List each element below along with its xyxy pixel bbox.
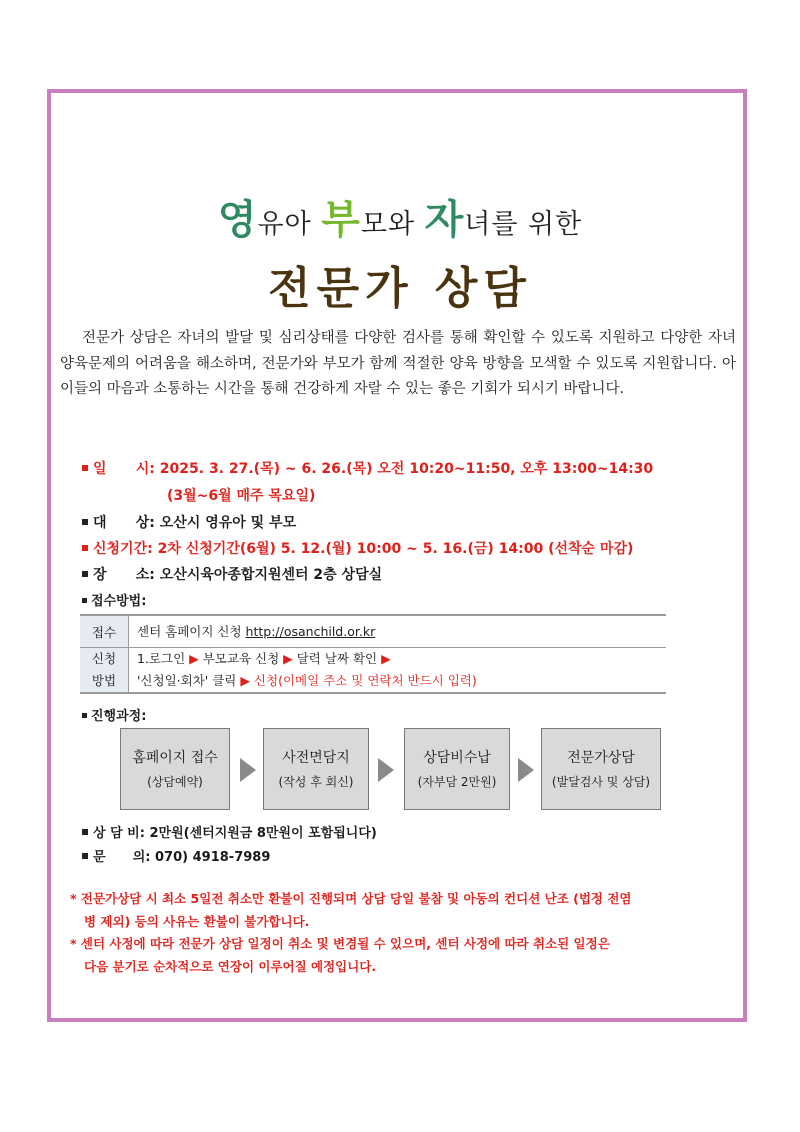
arrow-right-icon: ▶ [189, 651, 199, 666]
notice-schedule [70, 932, 738, 978]
date-value: 2025. 3. 27.(목) ~ 6. 26.(목) 오전 10:20~11:50, 오후 13:00~14:30 [159, 461, 654, 477]
chevron-right-icon [518, 758, 534, 782]
place-value: 오산시육아종합지원센터 2층 상담실 [159, 567, 383, 583]
step-sub: (상담예약) [147, 775, 203, 789]
process-step-4 [541, 728, 661, 810]
date-sub: (3월~6월 매주 목요일) [167, 488, 316, 504]
process-step-2 [263, 728, 369, 810]
contact-value: 070) 4918-7989 [155, 850, 271, 865]
row-value-method [129, 648, 667, 694]
subtitle [0, 188, 800, 245]
bullet-icon [82, 545, 88, 551]
title-initial-1: 영 [217, 197, 258, 243]
process-label-text: 진행과정: [91, 709, 147, 724]
step-main: 상담비수납 [423, 750, 491, 766]
table-row [80, 648, 666, 694]
registration-table [80, 614, 666, 694]
arrow-right-icon: ▶ [283, 651, 293, 666]
method-label-text: 접수방법: [91, 594, 147, 609]
arrow-right-icon: ▶ [240, 673, 250, 688]
apply-value: 2차 신청기간(6월) 5. 12.(월) 10:00 ~ 5. 16.(금) 14:00 (선착순 마감) [157, 541, 634, 557]
row-value-reception [129, 615, 667, 648]
target-label: 대 상: [93, 515, 155, 531]
bullet-icon [82, 465, 88, 471]
contact-label: 문 의: [93, 850, 151, 865]
title-initial-3: 자 [424, 197, 465, 243]
step-click: '신청일·회차' 클릭 [137, 673, 241, 688]
info-contact [82, 846, 270, 865]
title-part-2: 모와 [360, 209, 425, 240]
intro-paragraph: 전문가 상담은 자녀의 발달 및 심리상태를 다양한 검사를 통해 확인할 수 있도록 지원하고 다양한 자녀 양육문제의 어려움을 해소하며, 전문가와 부모가 함께 적절한 양육 방향을 모색할 수 있도록 지원합니다. 아이들의 마음과 소통하는 시간을 통해 건강하게 자랄 수 있는 좋은 기회가 되시기 바랍니다. [60, 330, 736, 397]
reception-text: 센터 홈페이지 신청 [137, 623, 246, 639]
info-target [82, 512, 296, 532]
step-sub: (작성 후 회신) [278, 775, 354, 789]
step-apply: 신청(이메일 주소 및 연락처 반드시 입력) [249, 673, 477, 688]
step-login: 1.로그인 [137, 651, 190, 666]
bullet-icon [82, 571, 88, 577]
apply-label: 신청기간: [93, 541, 153, 557]
info-date [82, 458, 653, 478]
info-fee [82, 822, 377, 841]
row-head-method-b: 방법 [91, 673, 117, 688]
table-row [80, 615, 666, 648]
chevron-right-icon [240, 758, 256, 782]
bullet-icon [82, 598, 87, 603]
step-parent-edu: 부모교육 신청 [198, 651, 284, 666]
process-label [82, 705, 146, 724]
notice-schedule-line1: * 센터 사정에 따라 전문가 상담 일정이 취소 및 변경될 수 있으며, 센터 사정에 따라 취소된 일정은 [70, 936, 610, 951]
target-value: 오산시 영유아 및 부모 [159, 515, 297, 531]
process-step-3 [404, 728, 510, 810]
page-title: 전문가 상담 [268, 263, 532, 314]
place-label: 장 소: [93, 567, 155, 583]
step-main: 전문가상담 [567, 750, 635, 766]
homepage-link[interactable]: http://osanchild.or.kr [245, 623, 376, 639]
bullet-icon [82, 713, 87, 718]
title-initial-2: 부 [321, 197, 361, 243]
step-sub: (자부담 2만원) [417, 775, 497, 789]
chevron-right-icon [378, 758, 394, 782]
process-step-1 [120, 728, 230, 810]
title-part-1: 유아 [257, 209, 322, 240]
method-label [82, 590, 146, 609]
info-apply [82, 538, 633, 558]
step-main: 홈페이지 접수 [132, 750, 218, 766]
fee-value: 2만원(센터지원금 8만원이 포함됩니다) [149, 826, 377, 841]
notice-schedule-line2: 다음 분기로 순차적으로 연장이 이루어질 예정입니다. [84, 959, 377, 974]
info-place [82, 564, 382, 584]
row-head-method [80, 648, 129, 694]
bullet-icon [82, 519, 88, 525]
notice-refund-line2: 병 제외) 등의 사유는 환불이 불가합니다. [84, 914, 310, 929]
step-calendar: 달력 날짜 확인 [292, 651, 382, 666]
arrow-right-icon: ▶ [381, 651, 391, 666]
row-head-reception: 접수 [80, 615, 129, 648]
date-label: 일 시: [93, 461, 155, 477]
notice-refund-line1: * 전문가상담 시 최소 5일전 취소만 환불이 진행되며 상담 당일 불참 및 아동의 컨디션 난조 (법정 전염 [70, 891, 632, 906]
title-part-3: 녀를 위한 [464, 209, 583, 240]
row-head-method-a: 신청 [91, 651, 117, 666]
bullet-icon [82, 829, 88, 835]
notice-refund [70, 887, 738, 933]
bullet-icon [82, 853, 88, 859]
step-sub: (발달검사 및 상담) [551, 775, 651, 789]
step-main: 사전면담지 [282, 750, 350, 766]
fee-label: 상 담 비: [93, 826, 145, 841]
